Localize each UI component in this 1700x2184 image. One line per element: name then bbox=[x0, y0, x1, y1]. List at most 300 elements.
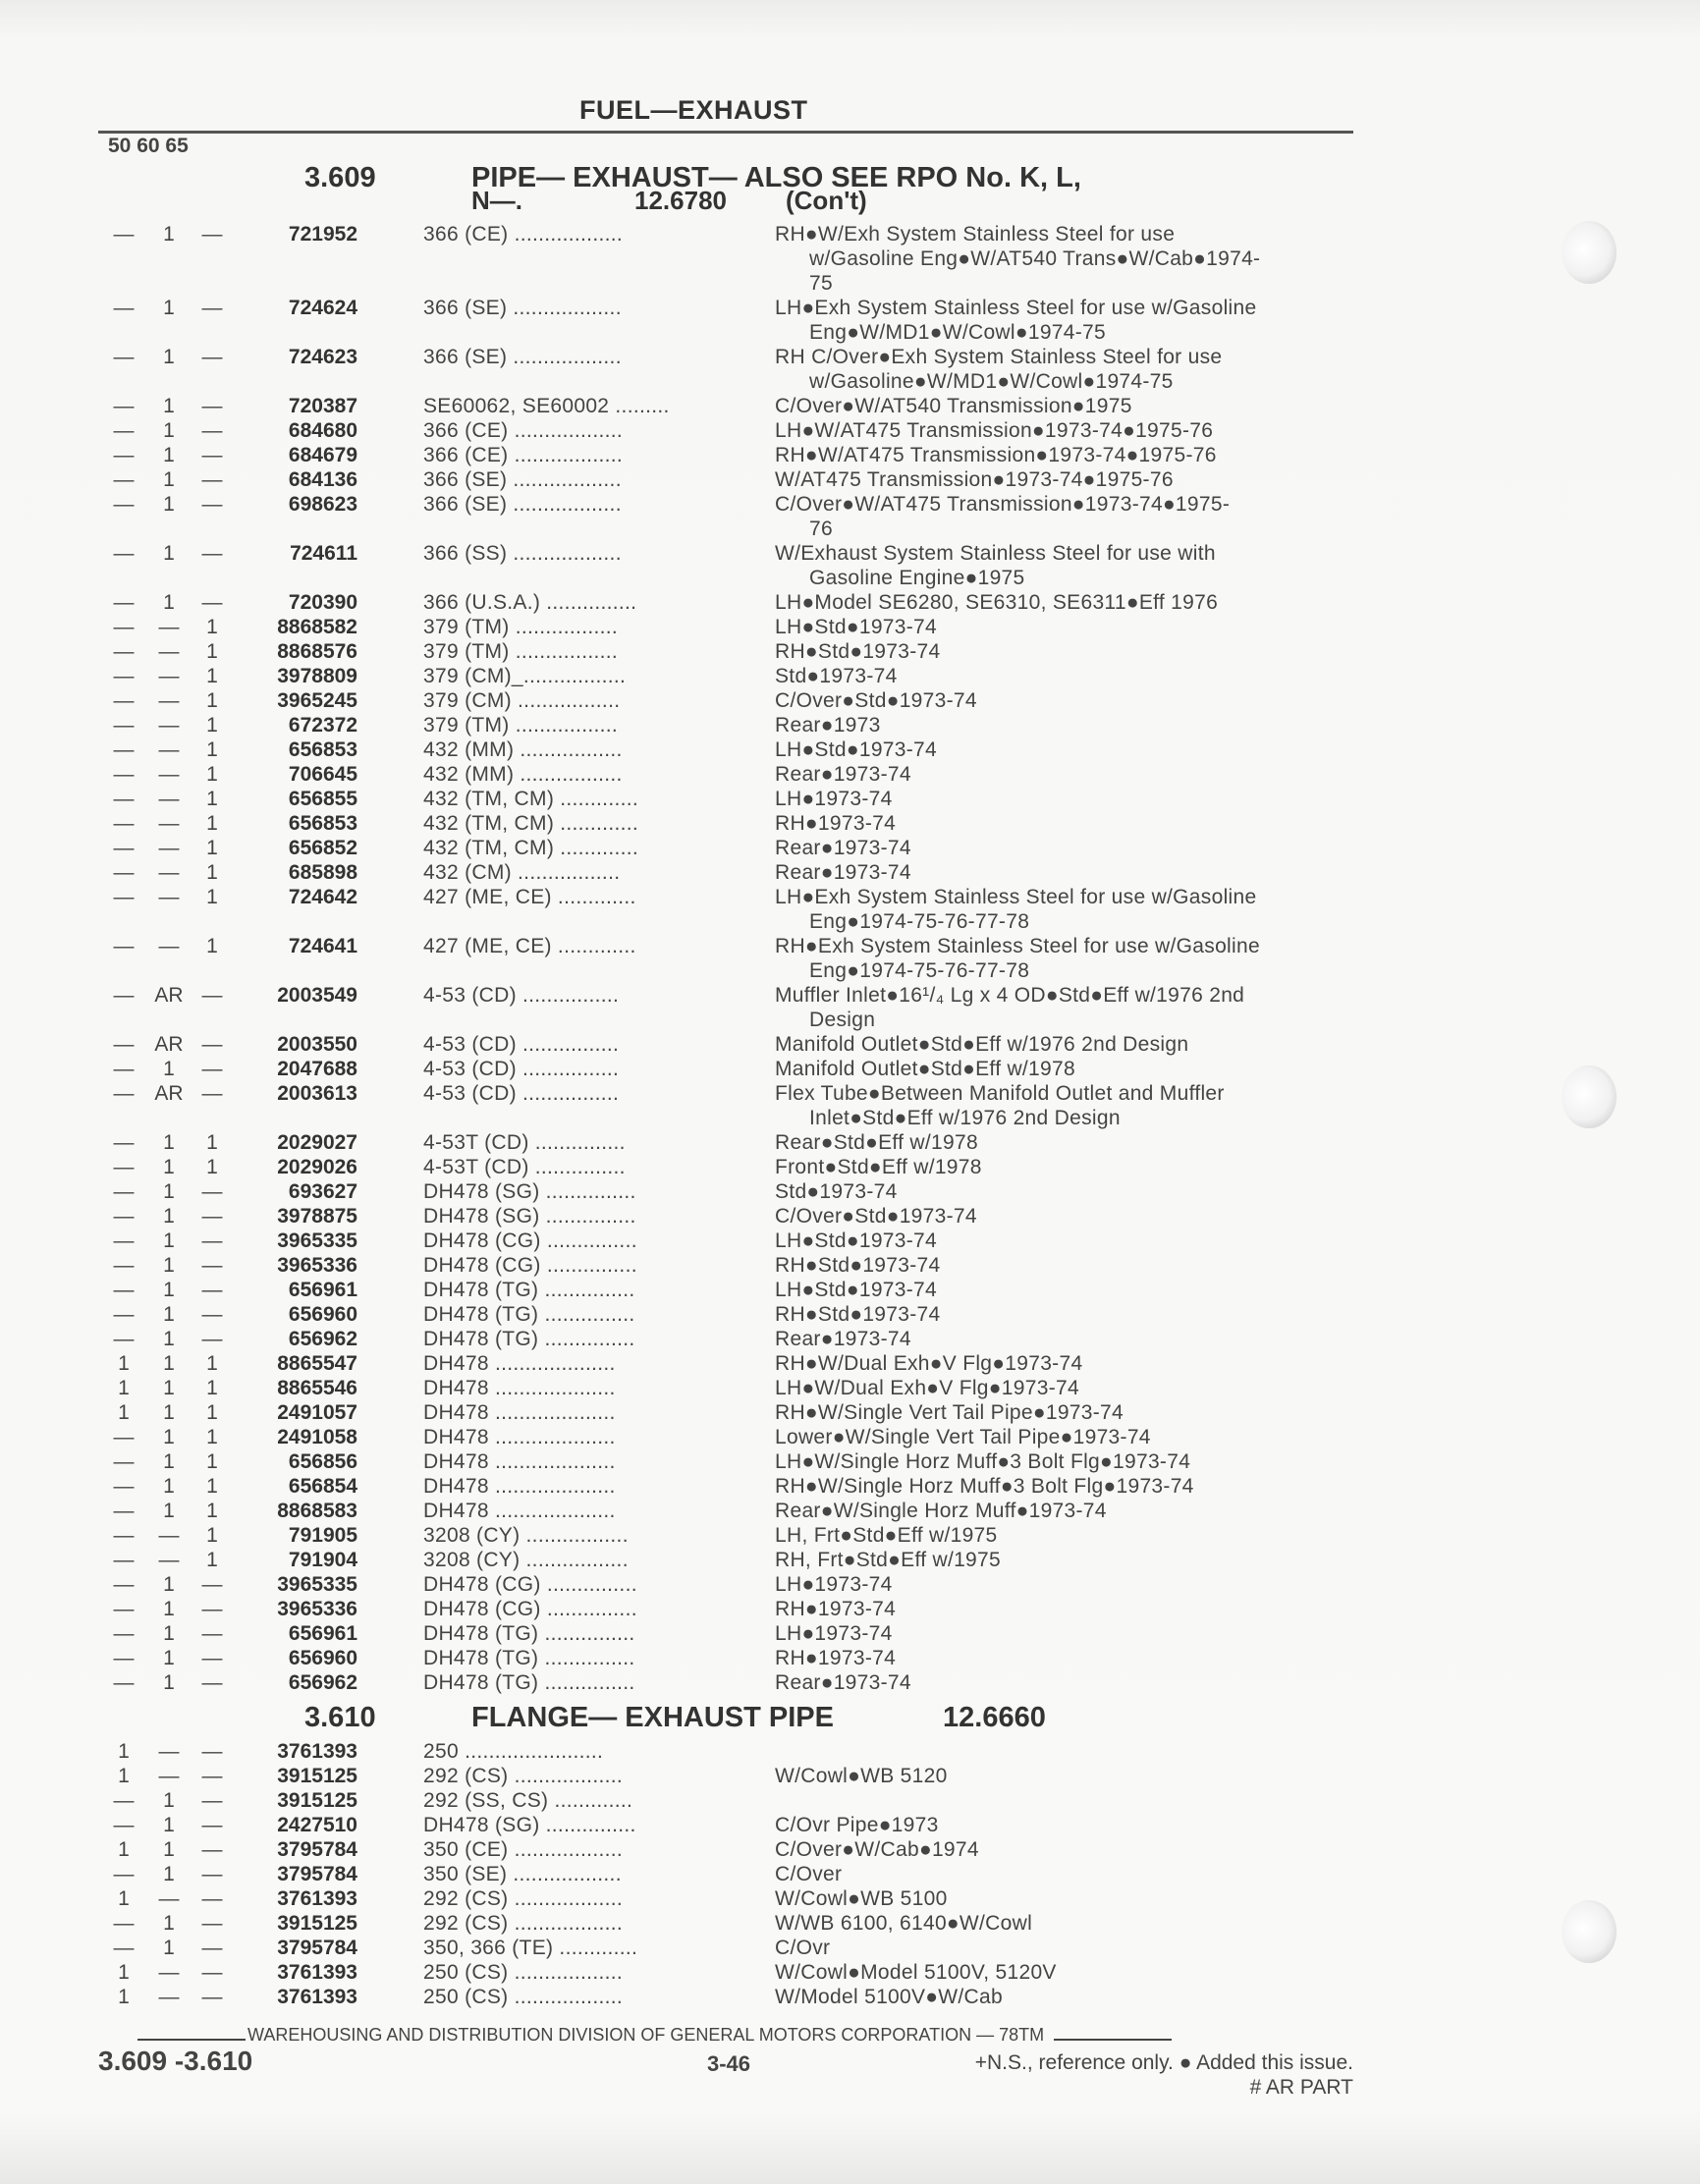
qty-1950: — bbox=[113, 714, 135, 737]
engine-model: 292 (SS, CS) ............. bbox=[423, 1789, 633, 1812]
part-number: 3978875 bbox=[277, 1205, 357, 1228]
description-line: RH, Frt●Std●Eff w/1975 bbox=[775, 1549, 1001, 1571]
engine-model: DH478 .................... bbox=[423, 1450, 616, 1473]
qty-1960: — bbox=[158, 886, 180, 908]
qty-1950: — bbox=[113, 419, 135, 442]
description-line: W/Cowl●WB 5120 bbox=[775, 1765, 948, 1787]
part-number: 656960 bbox=[288, 1303, 357, 1326]
part-description bbox=[775, 1837, 1354, 1862]
part-description bbox=[775, 1204, 1354, 1228]
qty-1960: AR bbox=[154, 1082, 184, 1105]
qty-1950: 1 bbox=[118, 1401, 130, 1424]
description-line: Design bbox=[809, 1009, 876, 1031]
qty-1965: — bbox=[201, 542, 223, 565]
part-description bbox=[775, 345, 1354, 394]
section-title-continuation: N—. bbox=[471, 186, 522, 215]
engine-model: 292 (CS) .................. bbox=[423, 1912, 623, 1935]
qty-1965: — bbox=[201, 1887, 223, 1910]
qty-1960: 1 bbox=[163, 1180, 175, 1203]
part-number: 3965245 bbox=[277, 689, 357, 712]
qty-1950: — bbox=[113, 837, 135, 859]
engine-model: DH478 (TG) ............... bbox=[423, 1622, 635, 1645]
qty-1950: — bbox=[113, 1279, 135, 1301]
description-line: W/Model 5100V●W/Cab bbox=[775, 1986, 1003, 2008]
description-line: Rear●1973 bbox=[775, 714, 881, 737]
engine-model: 3208 (CY) ................. bbox=[423, 1549, 629, 1571]
qty-1950: — bbox=[113, 886, 135, 908]
part-number: 720387 bbox=[288, 395, 357, 417]
description-line: RH●Exh System Stainless Steel for use w/Gasoline bbox=[775, 935, 1260, 957]
part-description bbox=[775, 1253, 1354, 1278]
qty-1950: — bbox=[113, 1573, 135, 1596]
engine-model: 427 (ME, CE) ............. bbox=[423, 886, 636, 908]
qty-1960: 1 bbox=[163, 1131, 175, 1154]
qty-1965: — bbox=[201, 591, 223, 614]
part-description bbox=[775, 418, 1354, 443]
part-number: 3965336 bbox=[277, 1598, 357, 1620]
part-description bbox=[775, 1425, 1354, 1449]
part-description bbox=[775, 541, 1354, 590]
qty-1950: — bbox=[113, 1229, 135, 1252]
qty-1950: — bbox=[113, 935, 135, 957]
qty-1960: — bbox=[158, 1524, 180, 1547]
qty-1960: 1 bbox=[163, 1475, 175, 1498]
qty-1965: — bbox=[201, 1789, 223, 1812]
part-description bbox=[775, 1621, 1354, 1646]
part-number: 684680 bbox=[288, 419, 357, 442]
qty-1965: 1 bbox=[206, 1377, 218, 1399]
qty-1960: 1 bbox=[163, 297, 175, 319]
qty-1960: 1 bbox=[163, 346, 175, 368]
part-description bbox=[775, 983, 1354, 1032]
qty-1965: 1 bbox=[206, 714, 218, 737]
engine-model: 432 (TM, CM) ............. bbox=[423, 788, 638, 810]
description-line: RH●W/Exh System Stainless Steel for use bbox=[775, 223, 1176, 246]
qty-1950: — bbox=[113, 1082, 135, 1105]
part-number: 3795784 bbox=[277, 1863, 357, 1885]
part-number: 8865546 bbox=[277, 1377, 357, 1399]
qty-1950: — bbox=[113, 1500, 135, 1522]
qty-1965: — bbox=[201, 1863, 223, 1885]
part-description bbox=[775, 296, 1354, 345]
qty-1960: 1 bbox=[163, 1937, 175, 1959]
qty-1965: — bbox=[201, 444, 223, 466]
qty-1965: 1 bbox=[206, 1352, 218, 1375]
part-number: 3915125 bbox=[277, 1789, 357, 1812]
qty-1960: 1 bbox=[163, 493, 175, 516]
qty-1950: — bbox=[113, 1789, 135, 1812]
description-line: RH●1973-74 bbox=[775, 1598, 897, 1620]
part-description bbox=[775, 1499, 1354, 1523]
qty-1960: — bbox=[158, 1740, 180, 1763]
qty-1960: — bbox=[158, 1887, 180, 1910]
description-line: RH●1973-74 bbox=[775, 1647, 897, 1669]
qty-1960: — bbox=[158, 1765, 180, 1787]
part-description bbox=[775, 1474, 1354, 1499]
engine-model: 4-53T (CD) ............... bbox=[423, 1131, 626, 1154]
qty-1960: 1 bbox=[163, 1058, 175, 1080]
binder-hole-middle bbox=[1562, 1065, 1617, 1128]
description-line: Rear●1973-74 bbox=[775, 837, 911, 859]
part-number: 8868582 bbox=[277, 616, 357, 638]
section-reference-number: 12.6660 bbox=[943, 1702, 1046, 1733]
qty-1960: 1 bbox=[163, 1838, 175, 1861]
description-line: LH, Frt●Std●Eff w/1975 bbox=[775, 1524, 998, 1547]
description-line: RH●W/AT475 Transmission●1973-74●1975-76 bbox=[775, 444, 1217, 466]
description-line: LH●W/Single Horz Muff●3 Bolt Flg●1973-74 bbox=[775, 1450, 1191, 1473]
qty-1960: 1 bbox=[163, 1229, 175, 1252]
qty-1965: 1 bbox=[206, 788, 218, 810]
qty-1960: 1 bbox=[163, 1814, 175, 1836]
part-description bbox=[775, 394, 1354, 418]
engine-model: 4-53 (CD) ................ bbox=[423, 1082, 620, 1105]
description-line: Rear●W/Single Horz Muff●1973-74 bbox=[775, 1500, 1107, 1522]
section-number: 3.610 bbox=[304, 1702, 376, 1733]
description-line: W/WB 6100, 6140●W/Cowl bbox=[775, 1912, 1033, 1935]
description-line: C/Ovr bbox=[775, 1937, 831, 1959]
part-description bbox=[775, 1886, 1354, 1911]
qty-1960: — bbox=[158, 738, 180, 761]
engine-model: 350 (CE) .................. bbox=[423, 1838, 623, 1861]
qty-1960: — bbox=[158, 616, 180, 638]
part-description bbox=[775, 1548, 1354, 1572]
qty-1960: 1 bbox=[163, 1426, 175, 1448]
qty-1965: 1 bbox=[206, 935, 218, 957]
description-line: Eng●1974-75-76-77-78 bbox=[809, 910, 1030, 933]
engine-model: DH478 .................... bbox=[423, 1475, 616, 1498]
description-line: Eng●1974-75-76-77-78 bbox=[809, 959, 1030, 982]
description-line: W/Exhaust System Stainless Steel for use with bbox=[775, 542, 1216, 565]
qty-1965: — bbox=[201, 1671, 223, 1694]
description-line: Flex Tube●Between Manifold Outlet and Muffler bbox=[775, 1082, 1225, 1105]
part-number: 3965336 bbox=[277, 1254, 357, 1277]
part-description bbox=[775, 443, 1354, 467]
part-number: 672372 bbox=[288, 714, 357, 737]
part-number: 3915125 bbox=[277, 1765, 357, 1787]
qty-1965: 1 bbox=[206, 861, 218, 884]
qty-1960: 1 bbox=[163, 1500, 175, 1522]
qty-1965: — bbox=[201, 419, 223, 442]
engine-model: DH478 (SG) ............... bbox=[423, 1205, 636, 1228]
qty-1960: — bbox=[158, 640, 180, 663]
footer-publisher-text: WAREHOUSING AND DISTRIBUTION DIVISION OF GENERAL MOTORS CORPORATION — 78TM bbox=[247, 2025, 1045, 2045]
qty-1965: — bbox=[201, 1254, 223, 1277]
part-number: 3965335 bbox=[277, 1573, 357, 1596]
description-line: LH●Std●1973-74 bbox=[775, 616, 938, 638]
qty-1965: 1 bbox=[206, 1401, 218, 1424]
part-number: 2003613 bbox=[277, 1082, 357, 1105]
engine-model: DH478 .................... bbox=[423, 1500, 616, 1522]
qty-1965: 1 bbox=[206, 689, 218, 712]
engine-model: 379 (CM) ................. bbox=[423, 689, 621, 712]
part-number: 720390 bbox=[288, 591, 357, 614]
qty-1950: — bbox=[113, 616, 135, 638]
qty-1960: 1 bbox=[163, 1352, 175, 1375]
engine-model: DH478 (CG) ............... bbox=[423, 1598, 637, 1620]
qty-1960: 1 bbox=[163, 542, 175, 565]
qty-1965: — bbox=[201, 1647, 223, 1669]
qty-1950: — bbox=[113, 1131, 135, 1154]
part-description bbox=[775, 1400, 1354, 1425]
section-heading-3609 bbox=[304, 162, 1287, 221]
section-title: PIPE— EXHAUST— ALSO SEE RPO No. K, L, bbox=[471, 162, 1081, 193]
description-line: Muffler Inlet●16¹/₄ Lg x 4 OD●Std●Eff w/1976 2nd bbox=[775, 984, 1245, 1007]
qty-1960: 1 bbox=[163, 1279, 175, 1301]
qty-1960: — bbox=[158, 1961, 180, 1984]
qty-1960: — bbox=[158, 763, 180, 786]
engine-model: 4-53 (CD) ................ bbox=[423, 984, 620, 1007]
qty-1950: 1 bbox=[118, 1377, 130, 1399]
qty-1960: 1 bbox=[163, 1573, 175, 1596]
footer-publisher-line bbox=[137, 2025, 1353, 2049]
description-line: 76 bbox=[809, 518, 833, 540]
part-number: 2003549 bbox=[277, 984, 357, 1007]
part-description bbox=[775, 590, 1354, 615]
part-description bbox=[775, 664, 1354, 688]
footer-ar-note: # AR PART bbox=[1249, 2076, 1353, 2099]
qty-1950: — bbox=[113, 1450, 135, 1473]
part-description bbox=[775, 639, 1354, 664]
part-description bbox=[775, 1670, 1354, 1695]
qty-1950: — bbox=[113, 1647, 135, 1669]
qty-1960: 1 bbox=[163, 1647, 175, 1669]
engine-model: 432 (CM) ................. bbox=[423, 861, 621, 884]
part-number: 3795784 bbox=[277, 1937, 357, 1959]
engine-model: 379 (TM) ................. bbox=[423, 714, 618, 737]
qty-1960: — bbox=[158, 935, 180, 957]
qty-1965: — bbox=[201, 1573, 223, 1596]
engine-model: 292 (CS) .................. bbox=[423, 1765, 623, 1787]
qty-1965: — bbox=[201, 1814, 223, 1836]
part-description bbox=[775, 1985, 1354, 2009]
description-line: Rear●1973-74 bbox=[775, 861, 911, 884]
part-number: 656852 bbox=[288, 837, 357, 859]
part-description bbox=[775, 1936, 1354, 1960]
qty-1965: — bbox=[201, 297, 223, 319]
model-year-columns-header: 50 60 65 bbox=[108, 135, 189, 157]
qty-1965: — bbox=[201, 1740, 223, 1763]
qty-1960: 1 bbox=[163, 223, 175, 246]
qty-1965: 1 bbox=[206, 1524, 218, 1547]
description-line: RH●W/Dual Exh●V Flg●1973-74 bbox=[775, 1352, 1083, 1375]
qty-1965: — bbox=[201, 1961, 223, 1984]
description-line: Rear●1973-74 bbox=[775, 1671, 911, 1694]
description-line: C/Over●W/Cab●1974 bbox=[775, 1838, 979, 1861]
qty-1960: 1 bbox=[163, 395, 175, 417]
footer-rule-left bbox=[137, 2039, 246, 2041]
part-description bbox=[775, 615, 1354, 639]
part-number: 8868576 bbox=[277, 640, 357, 663]
qty-1965: 1 bbox=[206, 1131, 218, 1154]
section-number: 3.609 bbox=[304, 162, 376, 193]
qty-1950: — bbox=[113, 591, 135, 614]
part-description bbox=[775, 737, 1354, 762]
description-line: RH●W/Single Horz Muff●3 Bolt Flg●1973-74 bbox=[775, 1475, 1194, 1498]
qty-1950: — bbox=[113, 297, 135, 319]
qty-1950: — bbox=[113, 1814, 135, 1836]
description-line: C/Over●W/AT475 Transmission●1973-74●1975- bbox=[775, 493, 1231, 516]
part-description bbox=[775, 836, 1354, 860]
footer-section-range: 3.609 -3.610 bbox=[98, 2046, 253, 2076]
description-line: Manifold Outlet●Std●Eff w/1978 bbox=[775, 1058, 1075, 1080]
qty-1965: — bbox=[201, 1622, 223, 1645]
qty-1950: — bbox=[113, 1058, 135, 1080]
qty-1960: — bbox=[158, 689, 180, 712]
engine-model: 350 (SE) .................. bbox=[423, 1863, 622, 1885]
part-description bbox=[775, 1813, 1354, 1837]
part-description bbox=[775, 688, 1354, 713]
qty-1950: — bbox=[113, 1205, 135, 1228]
qty-1960: — bbox=[158, 837, 180, 859]
description-line: w/Gasoline Eng●W/AT540 Trans●W/Cab●1974- bbox=[809, 247, 1261, 270]
engine-model: DH478 (SG) ............... bbox=[423, 1814, 636, 1836]
description-line: W/Cowl●WB 5100 bbox=[775, 1887, 948, 1910]
part-number: 2427510 bbox=[277, 1814, 357, 1836]
part-description bbox=[775, 1228, 1354, 1253]
qty-1950: 1 bbox=[118, 1887, 130, 1910]
footer-rule-right bbox=[1054, 2039, 1172, 2041]
description-line: LH●1973-74 bbox=[775, 788, 893, 810]
qty-1965: — bbox=[201, 468, 223, 491]
part-number: 8865547 bbox=[277, 1352, 357, 1375]
part-number: 656960 bbox=[288, 1647, 357, 1669]
qty-1950: — bbox=[113, 1475, 135, 1498]
engine-model: 366 (CE) .................. bbox=[423, 223, 623, 246]
qty-1960: 1 bbox=[163, 1401, 175, 1424]
engine-model: 379 (TM) ................. bbox=[423, 640, 618, 663]
qty-1950: — bbox=[113, 223, 135, 246]
qty-1965: — bbox=[201, 984, 223, 1007]
qty-1960: 1 bbox=[163, 1671, 175, 1694]
qty-1960: 1 bbox=[163, 1328, 175, 1350]
part-number: 3761393 bbox=[277, 1887, 357, 1910]
part-description bbox=[775, 1278, 1354, 1302]
qty-1965: 1 bbox=[206, 1500, 218, 1522]
qty-1950: — bbox=[113, 1156, 135, 1178]
qty-1965: — bbox=[201, 1937, 223, 1959]
qty-1950: — bbox=[113, 788, 135, 810]
part-description bbox=[775, 1523, 1354, 1548]
part-description bbox=[775, 1597, 1354, 1621]
part-description bbox=[775, 467, 1354, 492]
qty-1950: 1 bbox=[118, 1838, 130, 1861]
description-line: Front●Std●Eff w/1978 bbox=[775, 1156, 982, 1178]
qty-1965: — bbox=[201, 493, 223, 516]
part-description bbox=[775, 1376, 1354, 1400]
qty-1960: 1 bbox=[163, 419, 175, 442]
qty-1950: — bbox=[113, 665, 135, 687]
description-line: Std●1973-74 bbox=[775, 665, 898, 687]
part-description bbox=[775, 1960, 1354, 1985]
qty-1960: 1 bbox=[163, 1254, 175, 1277]
engine-model: DH478 (TG) ............... bbox=[423, 1647, 635, 1669]
qty-1965: 1 bbox=[206, 1450, 218, 1473]
part-description bbox=[775, 1081, 1354, 1130]
description-line: Manifold Outlet●Std●Eff w/1976 2nd Design bbox=[775, 1033, 1189, 1056]
binder-hole-bottom bbox=[1562, 1900, 1617, 1963]
qty-1965: — bbox=[201, 1303, 223, 1326]
part-number: 8868583 bbox=[277, 1500, 357, 1522]
qty-1965: 1 bbox=[206, 886, 218, 908]
engine-model: 379 (CM)_................. bbox=[423, 665, 627, 687]
description-line: LH●1973-74 bbox=[775, 1573, 893, 1596]
description-line: LH●W/AT475 Transmission●1973-74●1975-76 bbox=[775, 419, 1214, 442]
part-number: 656962 bbox=[288, 1671, 357, 1694]
part-description bbox=[775, 492, 1354, 541]
part-description bbox=[775, 1302, 1354, 1327]
part-number: 721952 bbox=[288, 223, 357, 246]
engine-model: 366 (U.S.A.) ............... bbox=[423, 591, 637, 614]
part-description bbox=[775, 1646, 1354, 1670]
part-number: 2491058 bbox=[277, 1426, 357, 1448]
qty-1965: 1 bbox=[206, 1475, 218, 1498]
footer-page-number: 3-46 bbox=[707, 2051, 751, 2076]
qty-1950: 1 bbox=[118, 1961, 130, 1984]
part-description bbox=[775, 885, 1354, 934]
qty-1965: — bbox=[201, 1229, 223, 1252]
section-reference-number: 12.6780 bbox=[634, 186, 727, 215]
engine-model: 432 (TM, CM) ............. bbox=[423, 812, 638, 835]
qty-1965: — bbox=[201, 1598, 223, 1620]
qty-1965: — bbox=[201, 395, 223, 417]
qty-1950: — bbox=[113, 1180, 135, 1203]
description-line: C/Over bbox=[775, 1863, 843, 1885]
part-number: 706645 bbox=[288, 763, 357, 786]
description-line: RH C/Over●Exh System Stainless Steel for use bbox=[775, 346, 1223, 368]
qty-1950: — bbox=[113, 738, 135, 761]
qty-1950: 1 bbox=[118, 1352, 130, 1375]
qty-1960: 1 bbox=[163, 1863, 175, 1885]
description-line: Eng●W/MD1●W/Cowl●1974-75 bbox=[809, 321, 1107, 344]
part-number: 2029026 bbox=[277, 1156, 357, 1178]
qty-1960: — bbox=[158, 1986, 180, 2008]
description-line: 75 bbox=[809, 272, 833, 295]
description-line: LH●Model SE6280, SE6310, SE6311●Eff 1976 bbox=[775, 591, 1219, 614]
description-line: W/AT475 Transmission●1973-74●1975-76 bbox=[775, 468, 1174, 491]
engine-model: 366 (SS) .................. bbox=[423, 542, 622, 565]
engine-model: 366 (SE) .................. bbox=[423, 346, 622, 368]
part-number: 656856 bbox=[288, 1450, 357, 1473]
qty-1965: — bbox=[201, 1838, 223, 1861]
engine-model: 250 (CS) .................. bbox=[423, 1986, 623, 2008]
qty-1960: 1 bbox=[163, 1450, 175, 1473]
engine-model: DH478 .................... bbox=[423, 1426, 616, 1448]
part-number: 3761393 bbox=[277, 1740, 357, 1763]
part-number: 656854 bbox=[288, 1475, 357, 1498]
qty-1950: — bbox=[113, 1426, 135, 1448]
qty-1950: — bbox=[113, 1303, 135, 1326]
engine-model: 4-53T (CD) ............... bbox=[423, 1156, 626, 1178]
qty-1960: — bbox=[158, 861, 180, 884]
qty-1960: 1 bbox=[163, 1789, 175, 1812]
part-number: 656853 bbox=[288, 738, 357, 761]
part-number: 3915125 bbox=[277, 1912, 357, 1935]
engine-model: 366 (CE) .................. bbox=[423, 419, 623, 442]
part-description bbox=[775, 222, 1354, 296]
part-number: 724624 bbox=[288, 297, 357, 319]
part-description bbox=[775, 1351, 1354, 1376]
part-description bbox=[775, 1130, 1354, 1155]
qty-1960: 1 bbox=[163, 1205, 175, 1228]
qty-1965: — bbox=[201, 1205, 223, 1228]
engine-model: DH478 .................... bbox=[423, 1401, 616, 1424]
qty-1950: — bbox=[113, 812, 135, 835]
part-number: 791905 bbox=[288, 1524, 357, 1547]
section-heading-3610 bbox=[304, 1702, 1287, 1733]
qty-1960: — bbox=[158, 714, 180, 737]
part-description bbox=[775, 860, 1354, 885]
part-number: 693627 bbox=[288, 1180, 357, 1203]
